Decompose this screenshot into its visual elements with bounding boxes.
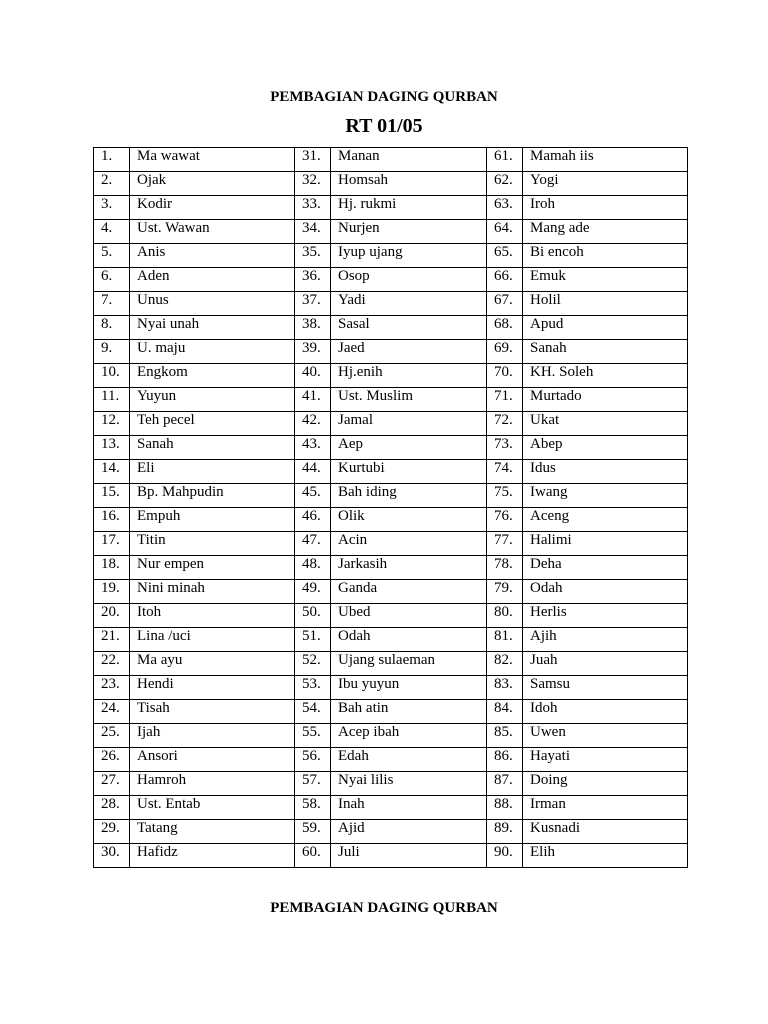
entry-number: 75. xyxy=(487,484,523,508)
entry-name: Hendi xyxy=(130,676,295,700)
entry-name: Eli xyxy=(130,460,295,484)
entry-number: 63. xyxy=(487,196,523,220)
entry-number: 29. xyxy=(94,820,130,844)
entry-number: 90. xyxy=(487,844,523,868)
entry-number: 23. xyxy=(94,676,130,700)
entry-number: 35. xyxy=(295,244,331,268)
entry-number: 72. xyxy=(487,412,523,436)
entry-name: Nini minah xyxy=(130,580,295,604)
entry-name: Ma ayu xyxy=(130,652,295,676)
entry-number: 43. xyxy=(295,436,331,460)
entry-name: Hj.enih xyxy=(331,364,487,388)
entry-number: 58. xyxy=(295,796,331,820)
entry-name: Deha xyxy=(523,556,688,580)
entry-number: 82. xyxy=(487,652,523,676)
entry-name: Ansori xyxy=(130,748,295,772)
entry-name: Bah atin xyxy=(331,700,487,724)
entry-number: 60. xyxy=(295,844,331,868)
entry-name: Ust. Muslim xyxy=(331,388,487,412)
entry-number: 59. xyxy=(295,820,331,844)
entry-name: Nyai unah xyxy=(130,316,295,340)
entry-name: Lina /uci xyxy=(130,628,295,652)
table-row xyxy=(94,700,688,724)
entry-name: Ajid xyxy=(331,820,487,844)
entry-name: KH. Soleh xyxy=(523,364,688,388)
entry-number: 36. xyxy=(295,268,331,292)
entry-number: 19. xyxy=(94,580,130,604)
entry-name: Hafidz xyxy=(130,844,295,868)
entry-number: 65. xyxy=(487,244,523,268)
entry-number: 41. xyxy=(295,388,331,412)
entry-number: 69. xyxy=(487,340,523,364)
entry-name: Homsah xyxy=(331,172,487,196)
entry-number: 21. xyxy=(94,628,130,652)
entry-number: 64. xyxy=(487,220,523,244)
entry-name: Ijah xyxy=(130,724,295,748)
entry-number: 31. xyxy=(295,148,331,172)
table-row xyxy=(94,220,688,244)
entry-name: Ust. Wawan xyxy=(130,220,295,244)
entry-name: Samsu xyxy=(523,676,688,700)
entry-number: 1. xyxy=(94,148,130,172)
entry-number: 38. xyxy=(295,316,331,340)
entry-name: Jamal xyxy=(331,412,487,436)
entry-number: 10. xyxy=(94,364,130,388)
entry-number: 15. xyxy=(94,484,130,508)
table-row xyxy=(94,172,688,196)
entry-number: 5. xyxy=(94,244,130,268)
table-row xyxy=(94,772,688,796)
entry-name: Ganda xyxy=(331,580,487,604)
entry-number: 61. xyxy=(487,148,523,172)
entry-name: Kusnadi xyxy=(523,820,688,844)
entry-name: Mang ade xyxy=(523,220,688,244)
entry-name: Sasal xyxy=(331,316,487,340)
entry-number: 47. xyxy=(295,532,331,556)
entry-name: Juli xyxy=(331,844,487,868)
entry-name: Idus xyxy=(523,460,688,484)
entry-number: 48. xyxy=(295,556,331,580)
entry-number: 62. xyxy=(487,172,523,196)
entry-name: Apud xyxy=(523,316,688,340)
entry-number: 56. xyxy=(295,748,331,772)
entry-number: 53. xyxy=(295,676,331,700)
entry-name: Hamroh xyxy=(130,772,295,796)
entry-name: Ojak xyxy=(130,172,295,196)
entry-name: Aceng xyxy=(523,508,688,532)
entry-name: Sanah xyxy=(130,436,295,460)
entry-name: Nurjen xyxy=(331,220,487,244)
table-row xyxy=(94,556,688,580)
entry-number: 87. xyxy=(487,772,523,796)
entry-name: Sanah xyxy=(523,340,688,364)
entry-number: 32. xyxy=(295,172,331,196)
entry-name: Tisah xyxy=(130,700,295,724)
table-row xyxy=(94,196,688,220)
entry-number: 67. xyxy=(487,292,523,316)
entry-number: 30. xyxy=(94,844,130,868)
entry-number: 25. xyxy=(94,724,130,748)
table-row xyxy=(94,292,688,316)
recipient-table-body xyxy=(94,148,688,868)
entry-name: Ma wawat xyxy=(130,148,295,172)
entry-number: 16. xyxy=(94,508,130,532)
entry-number: 49. xyxy=(295,580,331,604)
entry-number: 44. xyxy=(295,460,331,484)
document-subtitle: RT 01/05 xyxy=(345,115,423,137)
entry-name: Ibu yuyun xyxy=(331,676,487,700)
table-row xyxy=(94,748,688,772)
entry-name: Iwang xyxy=(523,484,688,508)
entry-name: Yadi xyxy=(331,292,487,316)
entry-number: 3. xyxy=(94,196,130,220)
entry-number: 80. xyxy=(487,604,523,628)
entry-number: 12. xyxy=(94,412,130,436)
entry-name: Jaed xyxy=(331,340,487,364)
table-row xyxy=(94,244,688,268)
entry-name: Abep xyxy=(523,436,688,460)
entry-number: 84. xyxy=(487,700,523,724)
entry-name: Hayati xyxy=(523,748,688,772)
table-row xyxy=(94,796,688,820)
entry-name: Bp. Mahpudin xyxy=(130,484,295,508)
entry-number: 6. xyxy=(94,268,130,292)
entry-number: 81. xyxy=(487,628,523,652)
entry-name: Nyai lilis xyxy=(331,772,487,796)
entry-name: Empuh xyxy=(130,508,295,532)
entry-number: 4. xyxy=(94,220,130,244)
entry-number: 11. xyxy=(94,388,130,412)
entry-number: 78. xyxy=(487,556,523,580)
entry-name: Doing xyxy=(523,772,688,796)
table-row xyxy=(94,340,688,364)
entry-number: 68. xyxy=(487,316,523,340)
entry-number: 39. xyxy=(295,340,331,364)
entry-number: 13. xyxy=(94,436,130,460)
entry-name: Holil xyxy=(523,292,688,316)
entry-name: U. maju xyxy=(130,340,295,364)
entry-name: Elih xyxy=(523,844,688,868)
table-row xyxy=(94,388,688,412)
document-title: PEMBAGIAN DAGING QURBAN xyxy=(270,89,498,105)
entry-number: 54. xyxy=(295,700,331,724)
table-row xyxy=(94,676,688,700)
entry-number: 51. xyxy=(295,628,331,652)
entry-number: 85. xyxy=(487,724,523,748)
entry-number: 46. xyxy=(295,508,331,532)
entry-number: 33. xyxy=(295,196,331,220)
entry-name: Halimi xyxy=(523,532,688,556)
entry-number: 22. xyxy=(94,652,130,676)
entry-name: Ubed xyxy=(331,604,487,628)
entry-number: 55. xyxy=(295,724,331,748)
entry-number: 2. xyxy=(94,172,130,196)
entry-name: Hj. rukmi xyxy=(331,196,487,220)
entry-name: Manan xyxy=(331,148,487,172)
footer-title: PEMBAGIAN DAGING QURBAN xyxy=(270,900,498,916)
entry-number: 71. xyxy=(487,388,523,412)
entry-number: 45. xyxy=(295,484,331,508)
table-row xyxy=(94,436,688,460)
entry-name: Ust. Entab xyxy=(130,796,295,820)
entry-number: 88. xyxy=(487,796,523,820)
entry-name: Inah xyxy=(331,796,487,820)
entry-name: Irman xyxy=(523,796,688,820)
entry-name: Iyup ujang xyxy=(331,244,487,268)
entry-name: Olik xyxy=(331,508,487,532)
entry-name: Emuk xyxy=(523,268,688,292)
entry-number: 52. xyxy=(295,652,331,676)
entry-name: Acin xyxy=(331,532,487,556)
entry-name: Ujang sulaeman xyxy=(331,652,487,676)
entry-name: Iroh xyxy=(523,196,688,220)
entry-number: 9. xyxy=(94,340,130,364)
entry-name: Uwen xyxy=(523,724,688,748)
entry-number: 8. xyxy=(94,316,130,340)
entry-name: Idoh xyxy=(523,700,688,724)
entry-number: 76. xyxy=(487,508,523,532)
entry-name: Acep ibah xyxy=(331,724,487,748)
table-row xyxy=(94,820,688,844)
entry-name: Juah xyxy=(523,652,688,676)
table-row xyxy=(94,844,688,868)
entry-number: 70. xyxy=(487,364,523,388)
table-row xyxy=(94,364,688,388)
entry-name: Aep xyxy=(331,436,487,460)
entry-name: Yogi xyxy=(523,172,688,196)
entry-number: 27. xyxy=(94,772,130,796)
entry-number: 74. xyxy=(487,460,523,484)
table-row xyxy=(94,484,688,508)
entry-number: 14. xyxy=(94,460,130,484)
entry-number: 40. xyxy=(295,364,331,388)
entry-number: 57. xyxy=(295,772,331,796)
entry-name: Odah xyxy=(523,580,688,604)
entry-name: Titin xyxy=(130,532,295,556)
entry-number: 24. xyxy=(94,700,130,724)
entry-name: Kodir xyxy=(130,196,295,220)
table-row xyxy=(94,508,688,532)
table-row xyxy=(94,580,688,604)
entry-number: 73. xyxy=(487,436,523,460)
recipient-table xyxy=(93,147,688,868)
entry-name: Mamah iis xyxy=(523,148,688,172)
entry-number: 79. xyxy=(487,580,523,604)
entry-name: Murtado xyxy=(523,388,688,412)
entry-number: 28. xyxy=(94,796,130,820)
table-row xyxy=(94,652,688,676)
entry-name: Aden xyxy=(130,268,295,292)
entry-name: Nur empen xyxy=(130,556,295,580)
table-row xyxy=(94,628,688,652)
table-row xyxy=(94,532,688,556)
entry-number: 7. xyxy=(94,292,130,316)
entry-name: Teh pecel xyxy=(130,412,295,436)
table-row xyxy=(94,460,688,484)
entry-name: Yuyun xyxy=(130,388,295,412)
entry-name: Herlis xyxy=(523,604,688,628)
entry-number: 89. xyxy=(487,820,523,844)
table-row xyxy=(94,724,688,748)
entry-name: Anis xyxy=(130,244,295,268)
entry-number: 50. xyxy=(295,604,331,628)
table-row xyxy=(94,316,688,340)
entry-name: Jarkasih xyxy=(331,556,487,580)
entry-number: 86. xyxy=(487,748,523,772)
entry-number: 17. xyxy=(94,532,130,556)
entry-number: 20. xyxy=(94,604,130,628)
entry-number: 42. xyxy=(295,412,331,436)
table-row xyxy=(94,412,688,436)
entry-number: 34. xyxy=(295,220,331,244)
entry-name: Ajih xyxy=(523,628,688,652)
entry-number: 77. xyxy=(487,532,523,556)
entry-number: 66. xyxy=(487,268,523,292)
entry-number: 83. xyxy=(487,676,523,700)
entry-name: Kurtubi xyxy=(331,460,487,484)
entry-number: 26. xyxy=(94,748,130,772)
entry-name: Odah xyxy=(331,628,487,652)
entry-name: Osop xyxy=(331,268,487,292)
entry-number: 37. xyxy=(295,292,331,316)
entry-name: Bi encoh xyxy=(523,244,688,268)
entry-name: Edah xyxy=(331,748,487,772)
entry-name: Itoh xyxy=(130,604,295,628)
table-row xyxy=(94,604,688,628)
entry-name: Ukat xyxy=(523,412,688,436)
entry-number: 18. xyxy=(94,556,130,580)
entry-name: Bah iding xyxy=(331,484,487,508)
table-row xyxy=(94,268,688,292)
entry-name: Unus xyxy=(130,292,295,316)
table-row xyxy=(94,148,688,172)
entry-name: Tatang xyxy=(130,820,295,844)
entry-name: Engkom xyxy=(130,364,295,388)
